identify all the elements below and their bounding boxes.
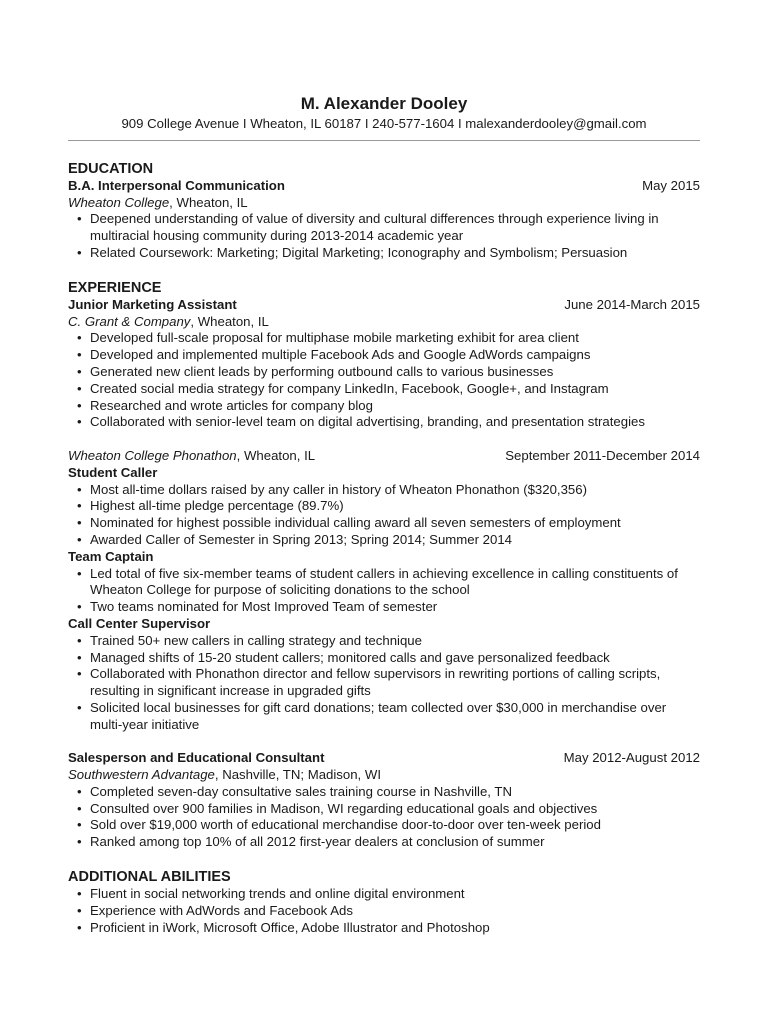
role-team-captain: Team Captain: [68, 548, 154, 564]
job1-location: , Wheaton, IL: [190, 313, 269, 329]
degree-date: May 2015: [642, 177, 700, 193]
job3-role: Salesperson and Educational Consultant: [68, 750, 325, 766]
list-item: • Trained 50+ new callers in calling strategy and technique: [68, 633, 700, 650]
experience-section: [68, 279, 700, 851]
list-item: • Researched and wrote articles for company blog: [68, 398, 700, 415]
list-item: • Led total of five six-member teams of student callers in achieving excellence in calling constituents of Wheaton College for purpose of soliciting donations to the school: [68, 566, 700, 600]
abilities-section: [68, 868, 700, 936]
job3-date: May 2012-August 2012: [563, 750, 700, 766]
job1-org: C. Grant & Company: [68, 313, 191, 329]
job2-row: [68, 448, 700, 465]
job2-date: September 2011-December 2014: [505, 447, 700, 463]
degree-title: B.A. Interpersonal Communication: [68, 177, 285, 193]
spacer: [68, 734, 700, 751]
list-item: • Two teams nominated for Most Improved Team of semester: [68, 599, 700, 616]
role-call-center-supervisor: Call Center Supervisor: [68, 615, 211, 631]
job3-org-line: [68, 767, 700, 784]
candidate-name: M. Alexander Dooley: [300, 94, 468, 113]
list-item: • Proficient in iWork, Microsoft Office, Adobe Illustrator and Photoshop: [68, 920, 700, 937]
list-item: • Highest all-time pledge percentage (89.7%): [68, 498, 700, 515]
job1-date: June 2014-March 2015: [564, 296, 700, 312]
list-item: • Experience with AdWords and Facebook Ads: [68, 903, 700, 920]
job3-location: , Nashville, TN; Madison, WI: [214, 767, 381, 783]
job2-org: Wheaton College Phonathon: [68, 447, 237, 463]
job1-role: Junior Marketing Assistant: [68, 296, 237, 312]
list-item: • Developed and implemented multiple Facebook Ads and Google AdWords campaigns: [68, 347, 700, 364]
contact-line: 909 College Avenue I Wheaton, IL 60187 I 240-577-1604 I malexanderdooley@gmail.com: [121, 116, 647, 131]
list-item: • Managed shifts of 15-20 student callers; monitored calls and gave personalized feedback: [68, 650, 700, 667]
education-heading: EDUCATION: [68, 160, 154, 177]
education-section: [68, 160, 700, 262]
list-item: • Most all-time dollars raised by any caller in history of Wheaton Phonathon ($320,356): [68, 482, 700, 499]
list-item: • Related Coursework: Marketing; Digital Marketing; Iconography and Symbolism; Persuasion: [68, 245, 700, 262]
job3-row: [68, 750, 700, 767]
list-item: • Sold over $19,000 worth of educational merchandise door-to-door over ten-week period: [68, 817, 700, 834]
school-line: [68, 195, 700, 212]
spacer: [68, 431, 700, 448]
list-item: • Collaborated with senior-level team on digital advertising, branding, and presentation strategies: [68, 414, 700, 431]
job2-location: , Wheaton, IL: [236, 447, 316, 463]
header-divider: [68, 140, 700, 141]
list-item: • Awarded Caller of Semester in Spring 2013; Spring 2014; Summer 2014: [68, 532, 700, 549]
list-item: • Collaborated with Phonathon director and fellow supervisors in rewriting portions of calling scripts, resulting in significant increase in upgraded gifts: [68, 666, 700, 700]
job1-bullets: [68, 330, 700, 431]
abilities-bullets: [68, 886, 700, 936]
list-item: • Consulted over 900 families in Madison, WI regarding educational goals and objectives: [68, 801, 700, 818]
list-item: • Ranked among top 10% of all 2012 first-year dealers at conclusion of summer: [68, 834, 700, 851]
list-item: • Solicited local businesses for gift card donations; team collected over $30,000 in merchandise over multi-year initiative: [68, 700, 700, 734]
job3-org: Southwestern Advantage: [68, 767, 215, 783]
list-item: • Created social media strategy for company LinkedIn, Facebook, Google+, and Instagram: [68, 381, 700, 398]
list-item: • Generated new client leads by performing outbound calls to various businesses: [68, 364, 700, 381]
job3-bullets: [68, 784, 700, 851]
supervisor-bullets: [68, 633, 700, 734]
list-item: • Fluent in social networking trends and online digital environment: [68, 886, 700, 903]
job1-org-line: [68, 314, 700, 331]
list-item: • Nominated for highest possible individual calling award all seven semesters of employment: [68, 515, 700, 532]
job1-row: [68, 297, 700, 314]
role-student-caller: Student Caller: [68, 464, 158, 480]
education-bullets: [68, 211, 700, 261]
school-name: Wheaton College: [68, 194, 170, 210]
list-item: • Completed seven-day consultative sales training course in Nashville, TN: [68, 784, 700, 801]
student-caller-bullets: [68, 482, 700, 549]
job2-org-line: [68, 448, 315, 465]
list-item: • Developed full-scale proposal for multiphase mobile marketing exhibit for area client: [68, 330, 700, 347]
list-item: • Deepened understanding of value of diversity and cultural differences through experience living in multiracial housing community during 2013-2014 academic year: [68, 211, 700, 245]
abilities-heading: ADDITIONAL ABILITIES: [68, 869, 231, 886]
school-location: , Wheaton, IL: [169, 194, 248, 210]
experience-heading: EXPERIENCE: [68, 279, 162, 296]
degree-row: [68, 178, 700, 195]
team-captain-bullets: [68, 566, 700, 616]
